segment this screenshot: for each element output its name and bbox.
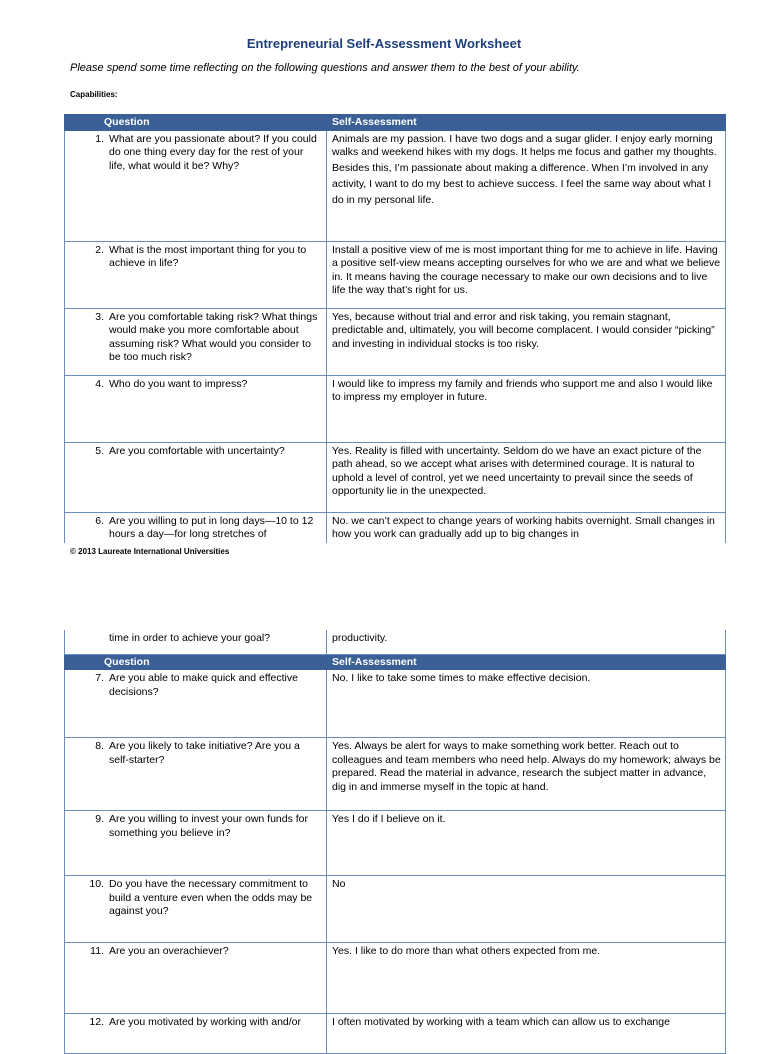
row-number: 2. [95,243,104,256]
assessment-table-1 [64,114,726,543]
table-row [65,512,726,543]
row-number: 4. [95,377,104,390]
row-answer-continued: Besides this, I’m passionate about making a difference. When I’m involved in any activity, I want to do my best to achieve success. I feel the same way about what I do in my personal life. [332,161,712,206]
row-answer: I would like to impress my family and friends who support me and also I would like to impress my employer in future. [332,377,713,403]
row-answer: Yes. I like to do more than what others expected from me. [332,945,601,957]
row-number: 11. [90,945,104,957]
row-answer: Yes. Reality is filled with uncertainty. Seldom do we have an exact picture of the path ahead, so we accept what arises with determined courage. It is natural to uphold a level of control, yet we need uncertainty to prevail since the seeds of opportunity lie in the unexpected. [332,444,702,497]
table-row [65,1014,726,1054]
row-question: What is the most important thing for you to achieve in life? [109,243,307,269]
table-header [65,115,726,131]
row-question: Are you able to make quick and effective decisions? [109,672,298,698]
table-header [65,654,726,670]
row-number: 7. [95,672,104,684]
row-answer: Animals are my passion. I have two dogs and a sugar glider. I enjoy early morning walks and weekend hikes with my dogs. It helps me focus and gather my thoughts. [332,132,717,158]
row-question: Who do you want to impress? [109,377,248,390]
row-number: 1. [95,132,104,145]
row-number: 9. [95,813,104,825]
table-row [65,241,726,308]
table-row [65,943,726,1014]
assessment-table-2 [64,630,726,1054]
table-row [65,876,726,943]
table-row [65,442,726,512]
table-row [65,308,726,375]
row-answer: No [332,878,346,890]
row-answer: No. we can’t expect to change years of working habits overnight. Small changes in how you work can gradually add up to big changes in [332,514,715,540]
row-answer: Yes, because without trial and error and risk taking, you remain stagnant, predictable and, ultimately, you will become complacent. I would consider “picking” and investing in individual stocks is too risky. [332,310,715,350]
row-answer: I often motivated by working with a team which can allow us to exchange [332,1016,670,1028]
table-row [65,130,726,241]
table-row [65,811,726,876]
row-question: Are you willing to put in long days—10 to 12 hours a day—for long stretches of [109,514,314,540]
row-number: 12. [89,1016,104,1028]
header-question: Question [104,655,150,668]
intro-text: Please spend some time reflecting on the following questions and answer them to the best of your ability. [70,62,580,74]
table-row [65,738,726,811]
header-answer: Self-Assessment [332,655,417,668]
row-number: 8. [95,740,104,752]
row-number: 3. [95,310,104,323]
worksheet-page-2 [0,568,768,1028]
row-answer: Yes I do if I believe on it. [332,813,446,825]
table-row [65,670,726,738]
header-question: Question [104,116,150,128]
row-question: Are you comfortable with uncertainty? [109,444,285,457]
row-answer: Install a positive view of me is most important thing for me to achieve in life. Having a positive self-view means accepting ourselves for who we are and what we believe in. It means having the courage necessary to make our own decisions and to live life the way that’s right for us. [332,243,721,296]
row-question: Are you motivated by working with and/or [109,1016,302,1028]
row-question: Are you willing to invest your own funds for something you believe in? [109,813,309,839]
header-answer: Self-Assessment [332,116,417,128]
row-number: 6. [95,514,104,527]
row-question: Are you comfortable taking risk? What things would make you more comfortable about assuming risk? What would you consider to be too much risk? [109,310,318,363]
copyright-footer: © 2013 Laureate International Universities [70,547,230,556]
section-label: Capabilities: [70,90,118,99]
row-question-continued: time in order to achieve your goal? [109,632,271,644]
row-answer-continued: productivity. [332,632,388,644]
table-row [65,375,726,442]
table-row-continued [65,630,726,654]
row-question: Do you have the necessary commitment to build a venture even when the odds may be against you? [109,878,313,917]
row-answer: Yes. Always be alert for ways to make something work better. Reach out to colleagues and team members who need help. Always do my homework; always be prepared. Read the material in advance, research the subject matter in advance, dig in and immerse myself in the topic at hand. [332,740,721,793]
row-question: Are you likely to take initiative? Are you a self-starter? [109,740,300,766]
row-question: What are you passionate about? If you could do one thing every day for the rest of your life, what would it be? Why? [109,132,317,172]
row-number: 10. [89,878,104,890]
row-question: Are you an overachiever? [109,945,229,957]
worksheet-title: Entrepreneurial Self-Assessment Worksheet [246,36,522,51]
row-answer: No. I like to take some times to make effective decision. [332,672,591,684]
row-number: 5. [95,444,104,457]
